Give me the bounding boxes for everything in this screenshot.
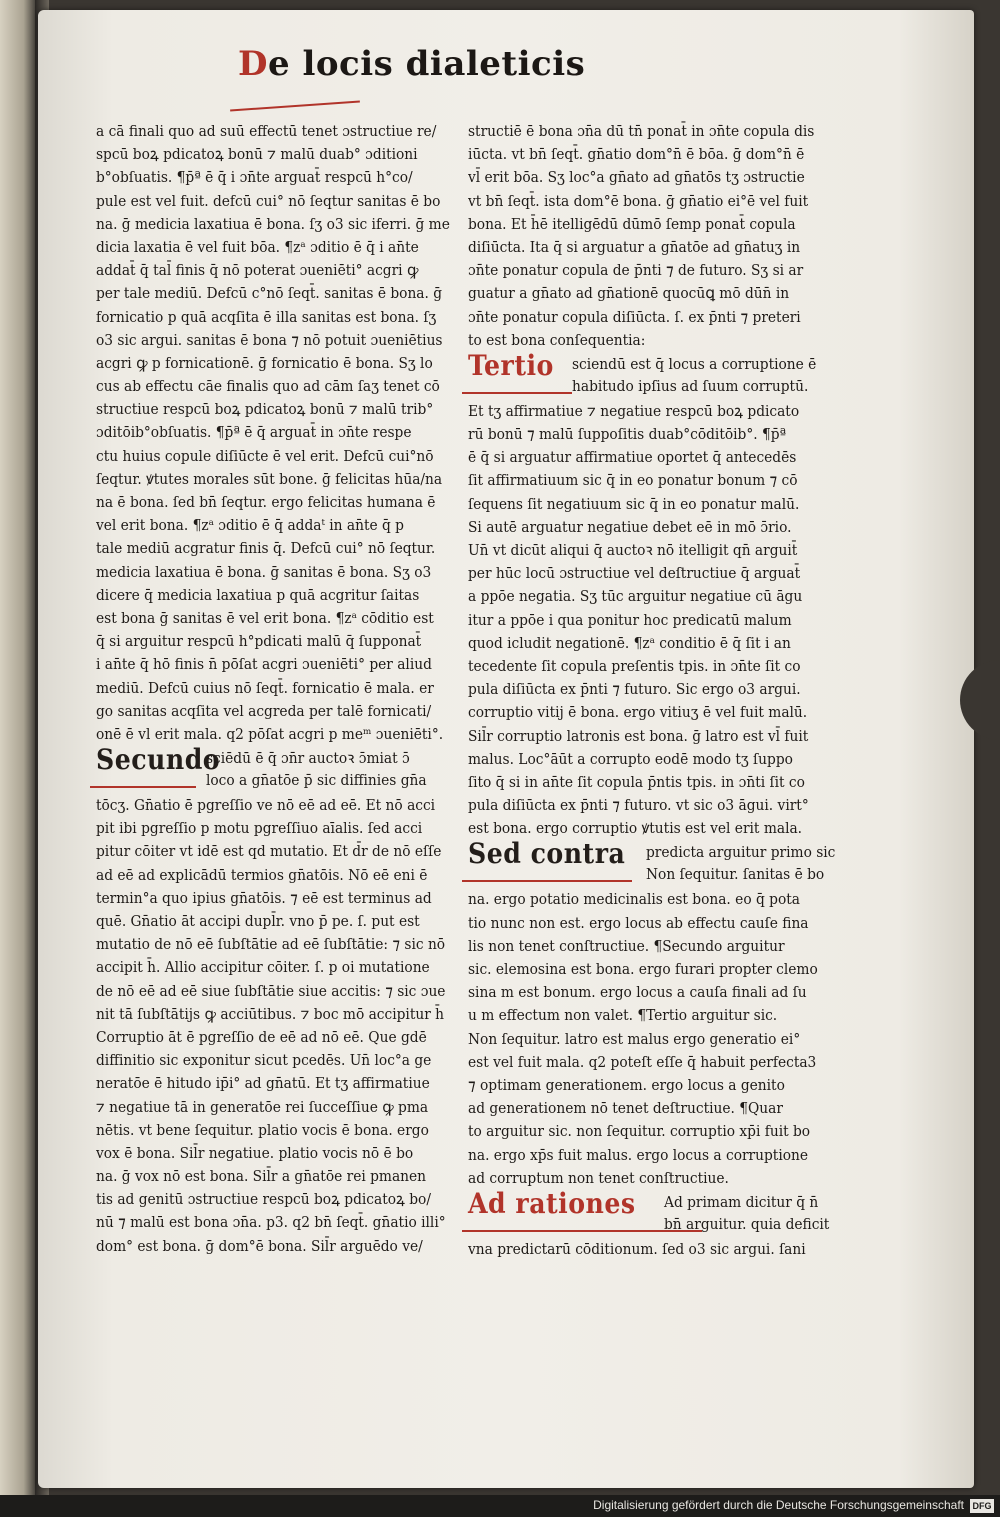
text-line: nētis. vt bene ſequitur. platio vocis ē bona. ergo: [96, 1120, 429, 1139]
text-line: ad eē ad explicādū termios gn̄atōis. Nō eē eni ē: [96, 865, 428, 884]
rubric-underline: [90, 786, 196, 788]
text-line: ⁊ optimam generationem. ergo locus a genito: [468, 1075, 785, 1094]
text-line: cus ab effectu cāe finalis quo ad cām ſaʒ tenet cō: [96, 377, 440, 396]
text-line: nit tā ſubſtātijs ꝙ acciūtibus. ⁊ boc mō accipitur h̄: [96, 1004, 445, 1023]
text-line: diffinitio sic exponitur sicut pcedēs. Un̄ loc°a ge: [96, 1051, 432, 1070]
text-line: de nō eē ad eē siue ſubſtātie siue accitis: ⁊ sic ɔue: [96, 981, 446, 1000]
book-page: [38, 10, 974, 1488]
heading-word: Tertio: [468, 348, 554, 382]
text-line: fornicatio p quā acqſita ē illa sanitas est bona. ſʒ: [96, 307, 437, 326]
text-line: mediū. Defcū cuius nō ſeqt̄. fornicatio ē mala. er: [96, 678, 434, 697]
text-line: ad corruptum non tenet conſtructiue.: [468, 1168, 729, 1187]
text-line: vel erit bona. ¶zᵃ ɔditio ē q̄ addaᵗ in an̄te q̄ p: [96, 516, 404, 535]
text-line: b°obſuatis. ¶p̄ª ē q̄ i ɔn̄te arguat̄ respcū h°co/: [96, 168, 413, 187]
text-line: ctu huius copule diſiūcte ē vel erit. Defcū cui°nō: [96, 446, 434, 465]
heading-side-line: Non ſequitur. ſanitas ē bo: [646, 865, 825, 884]
text-line: est vel fuit mala. q2 poteſt eſſe q̄ habuit perfecta3: [468, 1052, 817, 1071]
text-line: mutatio de nō eē ſubſtātie ad eē ſubſtātie: ⁊ sic nō: [96, 935, 446, 954]
text-line: est bona ḡ sanitas ē vel erit bona. ¶zᵃ cōditio est: [96, 608, 434, 627]
text-line: est bona. ergo corruptio ꝟtutis est vel erit mala.: [468, 819, 803, 838]
text-line: lis non tenet conſtructiue. ¶Secundo arguitur: [468, 936, 785, 955]
dfg-logo: DFG: [970, 1499, 994, 1513]
text-line: spcū boꝝ pdicatoꝝ bonū ⁊ malū duab° ɔditioni: [96, 145, 418, 164]
text-line: ſit affirmatiuum sic q̄ in eo ponatur bonum ⁊ cō: [468, 471, 798, 490]
rubric-rule: [230, 100, 360, 111]
text-line: go sanitas acqſita vel acgreda per talē fornicati/: [96, 701, 432, 720]
text-line: Sil̄r corruptio latronis est bona. ḡ latro est vl̄ fuit: [468, 726, 809, 745]
text-line: itur a ppōe i qua ponitur hoc predicatū malum: [468, 610, 792, 629]
text-line: per tale mediū. Defcū c°nō ſeqt̄. sanitas ē bona. ḡ: [96, 284, 443, 303]
text-line: acgri ꝙ p fornicationē. ḡ fornicatio ē bona. Sʒ lo: [96, 353, 433, 372]
text-line: malus. Loc°āūt a corrupto eodē modo tʒ ſuppo: [468, 749, 793, 768]
heading-side-line: sciendū est q̄ locus a corruptione ē: [572, 354, 817, 373]
text-line: Un̄ vt dicūt aliqui q̄ auctoꝛ nō itelligit qn̄ arguit̄: [468, 541, 798, 559]
text-line: Et tʒ affirmatiue ⁊ negatiue respcū boꝝ pdicato: [468, 401, 800, 420]
text-line: dom° est bona. ḡ dom°ē bona. Sil̄r arguēdo ve/: [96, 1236, 423, 1255]
text-line: ɔn̄te ponatur copula diſiūcta. ſ. ex p̄nti ⁊ preteri: [468, 307, 801, 326]
footer-credit: Digitalisierung gefördert durch die Deutsche Forschungsgemeinschaft: [593, 1498, 964, 1512]
text-line: rū bonū ⁊ malū ſuppoſitis duab°cōditōib°. ¶p̄ª: [468, 425, 787, 444]
text-line: Non ſequitur. latro est malus ergo generatio ei°: [468, 1029, 801, 1048]
text-line: tis ad genitū ɔstructiue respcū boꝝ pdicatoꝝ bo/: [96, 1190, 431, 1209]
text-column-right: [468, 120, 868, 1261]
left-column-block-1: [96, 120, 456, 746]
text-line: ⁊ negatiue tā in generatōe rei ſucceſſiue ꝙ pma: [96, 1097, 429, 1116]
left-column-block-2: [96, 794, 456, 1258]
right-column-block-1: [468, 120, 868, 352]
section-heading-sed-contra: [468, 837, 868, 888]
text-line: ɔn̄te ponatur copula de p̄nti ⁊ de futuro. Sʒ si ar: [468, 261, 804, 280]
text-line: neratōe ē hitudo ip̄i° ad gn̄atū. Et tʒ affirmatiue: [96, 1074, 430, 1093]
text-line: vox ē bona. Sil̄r negatiue. platio vocis nō ē bo: [96, 1143, 414, 1162]
text-line: bona. Et h̄ē itelligēdū dūmō ſemp ponat̄ copula: [468, 214, 796, 233]
text-line: ɔditōib°obſuatis. ¶p̄ª ē q̄ arguat̄ in ɔn̄te respe: [96, 423, 412, 442]
heading-side-line: predicta arguitur primo sic: [646, 843, 836, 862]
text-line: Corruptio āt ē pgreſſio de eē ad nō eē. Que gdē: [96, 1027, 427, 1046]
heading-side-line: habitudo ipſius ad ſuum corruptū.: [572, 376, 809, 395]
section-heading-secundo: [96, 743, 456, 794]
text-line: tio nunc non est. ergo locus ab effectu cauſe fina: [468, 913, 809, 932]
text-line: sic. elemosina est bona. ergo furari propter clemo: [468, 960, 818, 978]
text-line: na. ergo xp̄s fuit malus. ergo locus a corruptione: [468, 1145, 809, 1164]
text-line: nū ⁊ malū est bona ɔn̄a. p3. q2 bn̄ ſeqt̄. gn̄atio illi°: [96, 1213, 446, 1232]
text-column-left: [96, 120, 456, 1258]
text-line: i an̄te q̄ hō finis n̄ pōſat acgri ɔueniēti° per aliud: [96, 655, 432, 674]
text-line: na ē bona. ſed bn̄ ſeqtur. ergo felicitas humana ē: [96, 493, 436, 511]
text-line: ſito q̄ si in an̄te ſit copula p̄ntis tpis. in ɔn̄ti ſit co: [468, 772, 805, 791]
text-line: structiē ē bona ɔn̄a dū tn̄ ponat̄ in ɔn̄te copula dis: [468, 122, 815, 140]
text-line: na. ergo potatio medicinalis est bona. eo q̄ pota: [468, 890, 800, 909]
digitization-footer: [0, 1495, 1000, 1517]
text-line: tōcʒ. Gn̄atio ē pgreſſio ve nō eē ad eē. Et nō acci: [96, 796, 436, 815]
text-line: quod icludit negationē. ¶zᵃ conditio ē q̄ ſit i an: [468, 633, 791, 652]
text-line: q̄ si arguitur respcū h°pdicati malū q̄ ſupponat̄: [96, 632, 422, 651]
rubric-underline: [462, 392, 572, 394]
facing-page-edge: [0, 0, 35, 1495]
text-line: addat̄ q̄ tal̄ finis q̄ nō poterat ɔueniēti° acgri ꝙ: [96, 261, 419, 280]
text-line: ſequens ſit negatiuum sic q̄ in eo ponatur malū.: [468, 494, 800, 513]
text-line: quē. Gn̄atio āt accipi dupl̄r. vno p̄ pe. ſ. put est: [96, 912, 420, 930]
text-line: termin°a quo ipius gn̄atōis. ⁊ eē est terminus ad: [96, 888, 432, 907]
text-line: vna predictarū cōditionum. ſed o3 sic argui. ſani: [468, 1239, 806, 1258]
heading-word: Sed contra: [468, 837, 626, 871]
right-column-block-4: [468, 1238, 868, 1261]
text-line: tecedente ſit copula preſentis tpis. in ɔn̄te ſit co: [468, 656, 801, 675]
text-line: medicia laxatiua ē bona. ḡ sanitas ē bona. Sʒ o3: [96, 562, 432, 581]
text-line: a ppōe negatia. Sʒ tūc arguitur negatiue cū āgu: [468, 587, 803, 606]
text-line: vl̄ erit bōa. Sʒ loc°a gn̄ato ad gn̄atōs tʒ ɔstructie: [468, 168, 805, 187]
text-line: o3 sic argui. sanitas ē bona ⁊ nō potuit ɔueniētius: [96, 330, 443, 349]
text-line: tale mediū acgratur finis q̄. Defcū cui° nō ſeqtur.: [96, 539, 436, 558]
section-heading-ad-rationes: [468, 1186, 868, 1238]
text-line: ad generationem nō tenet deſtructiue. ¶Quar: [468, 1099, 783, 1118]
text-line: pit ibi pgreſſio p motu pgreſſiuo aīalis. ſed acci: [96, 819, 423, 838]
section-heading-tertio: [468, 348, 868, 400]
rubric-underline: [462, 880, 632, 882]
text-line: accipit h̄. Allio accipitur cōiter. ſ. p oi mutatione: [96, 958, 430, 977]
text-line: onē ē vl erit mala. q2 pōſat acgri p meᵐ ɔueniēti°.: [96, 724, 444, 743]
text-line: na. ḡ vox nō est bona. Sil̄r a gn̄atōe rei pmanen: [96, 1167, 427, 1186]
running-head: De locis dialeticis: [238, 44, 586, 84]
right-column-block-3: [468, 888, 868, 1189]
text-line: a cā finali quo ad suū effectū tenet ɔstructiue re/: [96, 122, 437, 140]
right-column-block-2: [468, 400, 868, 841]
heading-side-line: bn̄ arguitur. quia deficit: [664, 1214, 830, 1233]
text-line: sina m est bonum. ergo locus a cauſa finali ad ſu: [468, 983, 807, 1002]
text-line: na. ḡ medicia laxatiua ē bona. ſʒ o3 sic iferri. ḡ me: [96, 214, 450, 233]
text-line: pitur cōiter vt idē est qd mutatio. Et d̄r de nō eſſe: [96, 842, 442, 861]
text-line: ē q̄ si arguatur affirmatiue oportet q̄ antecedēs: [468, 448, 797, 467]
text-line: pule est vel fuit. defcū cui° nō ſeqtur sanitas ē bo: [96, 191, 441, 210]
text-line: iūcta. vt bn̄ ſeqt̄. gn̄atio dom°n̄ ē bōa. ḡ dom°n̄ ē: [468, 145, 805, 164]
text-line: structiue respcū boꝝ pdicatoꝝ bonū ⁊ malū trib°: [96, 400, 434, 419]
text-line: guatur a gn̄ato ad gn̄ationē quocūꝗ mō dūn̄ in: [468, 284, 790, 303]
text-line: Si autē arguatur negatiue debet eē in mō ɔ̄rio.: [468, 517, 792, 536]
text-line: diſiūcta. Ita q̄ si arguatur a gn̄atōe ad gn̄atuʒ in: [468, 237, 801, 256]
text-line: per hūc locū ɔstructiue vel deſtructiue q̄ arguat̄: [468, 564, 801, 583]
text-line: dicere q̄ medicia laxatiua p quā acgritur ſaitas: [96, 585, 420, 604]
text-line: to est bona conſequentia:: [468, 330, 646, 349]
text-line: to arguitur sic. non ſequitur. corruptio xp̄i fuit bo: [468, 1122, 811, 1141]
heading-word: Ad rationes: [468, 1186, 636, 1220]
heading-side-line: Ad primam dicitur q̄ n̄: [664, 1192, 819, 1211]
text-line: corruptio vitij ē bona. ergo vitiuʒ ē vel fuit malū.: [468, 703, 808, 722]
heading-side-line: loco a gn̄atōe p̄ sic diffinies gn̄a: [206, 771, 427, 790]
text-line: ſeqtur. ꝟtutes morales sūt bone. ḡ felicitas hūa/na: [96, 469, 443, 488]
heading-side-line: sciēdū ē q̄ ɔn̄r auctoꝛ ɔ̄miat ɔ̄: [206, 749, 410, 768]
text-line: vt bn̄ ſeqt̄. ista dom°ē bona. ḡ gn̄atio ei°ē vel fuit: [468, 191, 809, 210]
text-line: dicia laxatia ē vel fuit bōa. ¶zᵃ ɔditio ē q̄ i an̄te: [96, 237, 419, 256]
text-line: u m effectum non valet. ¶Tertio arguitur sic.: [468, 1006, 778, 1025]
text-line: pula diſiūcta ex p̄nti ⁊ futuro. Sic ergo o3 argui.: [468, 680, 801, 699]
heading-word: Secundo: [96, 743, 221, 777]
text-line: pula diſiūcta ex p̄nti ⁊ futuro. vt sic o3 āgui. virt°: [468, 796, 809, 815]
